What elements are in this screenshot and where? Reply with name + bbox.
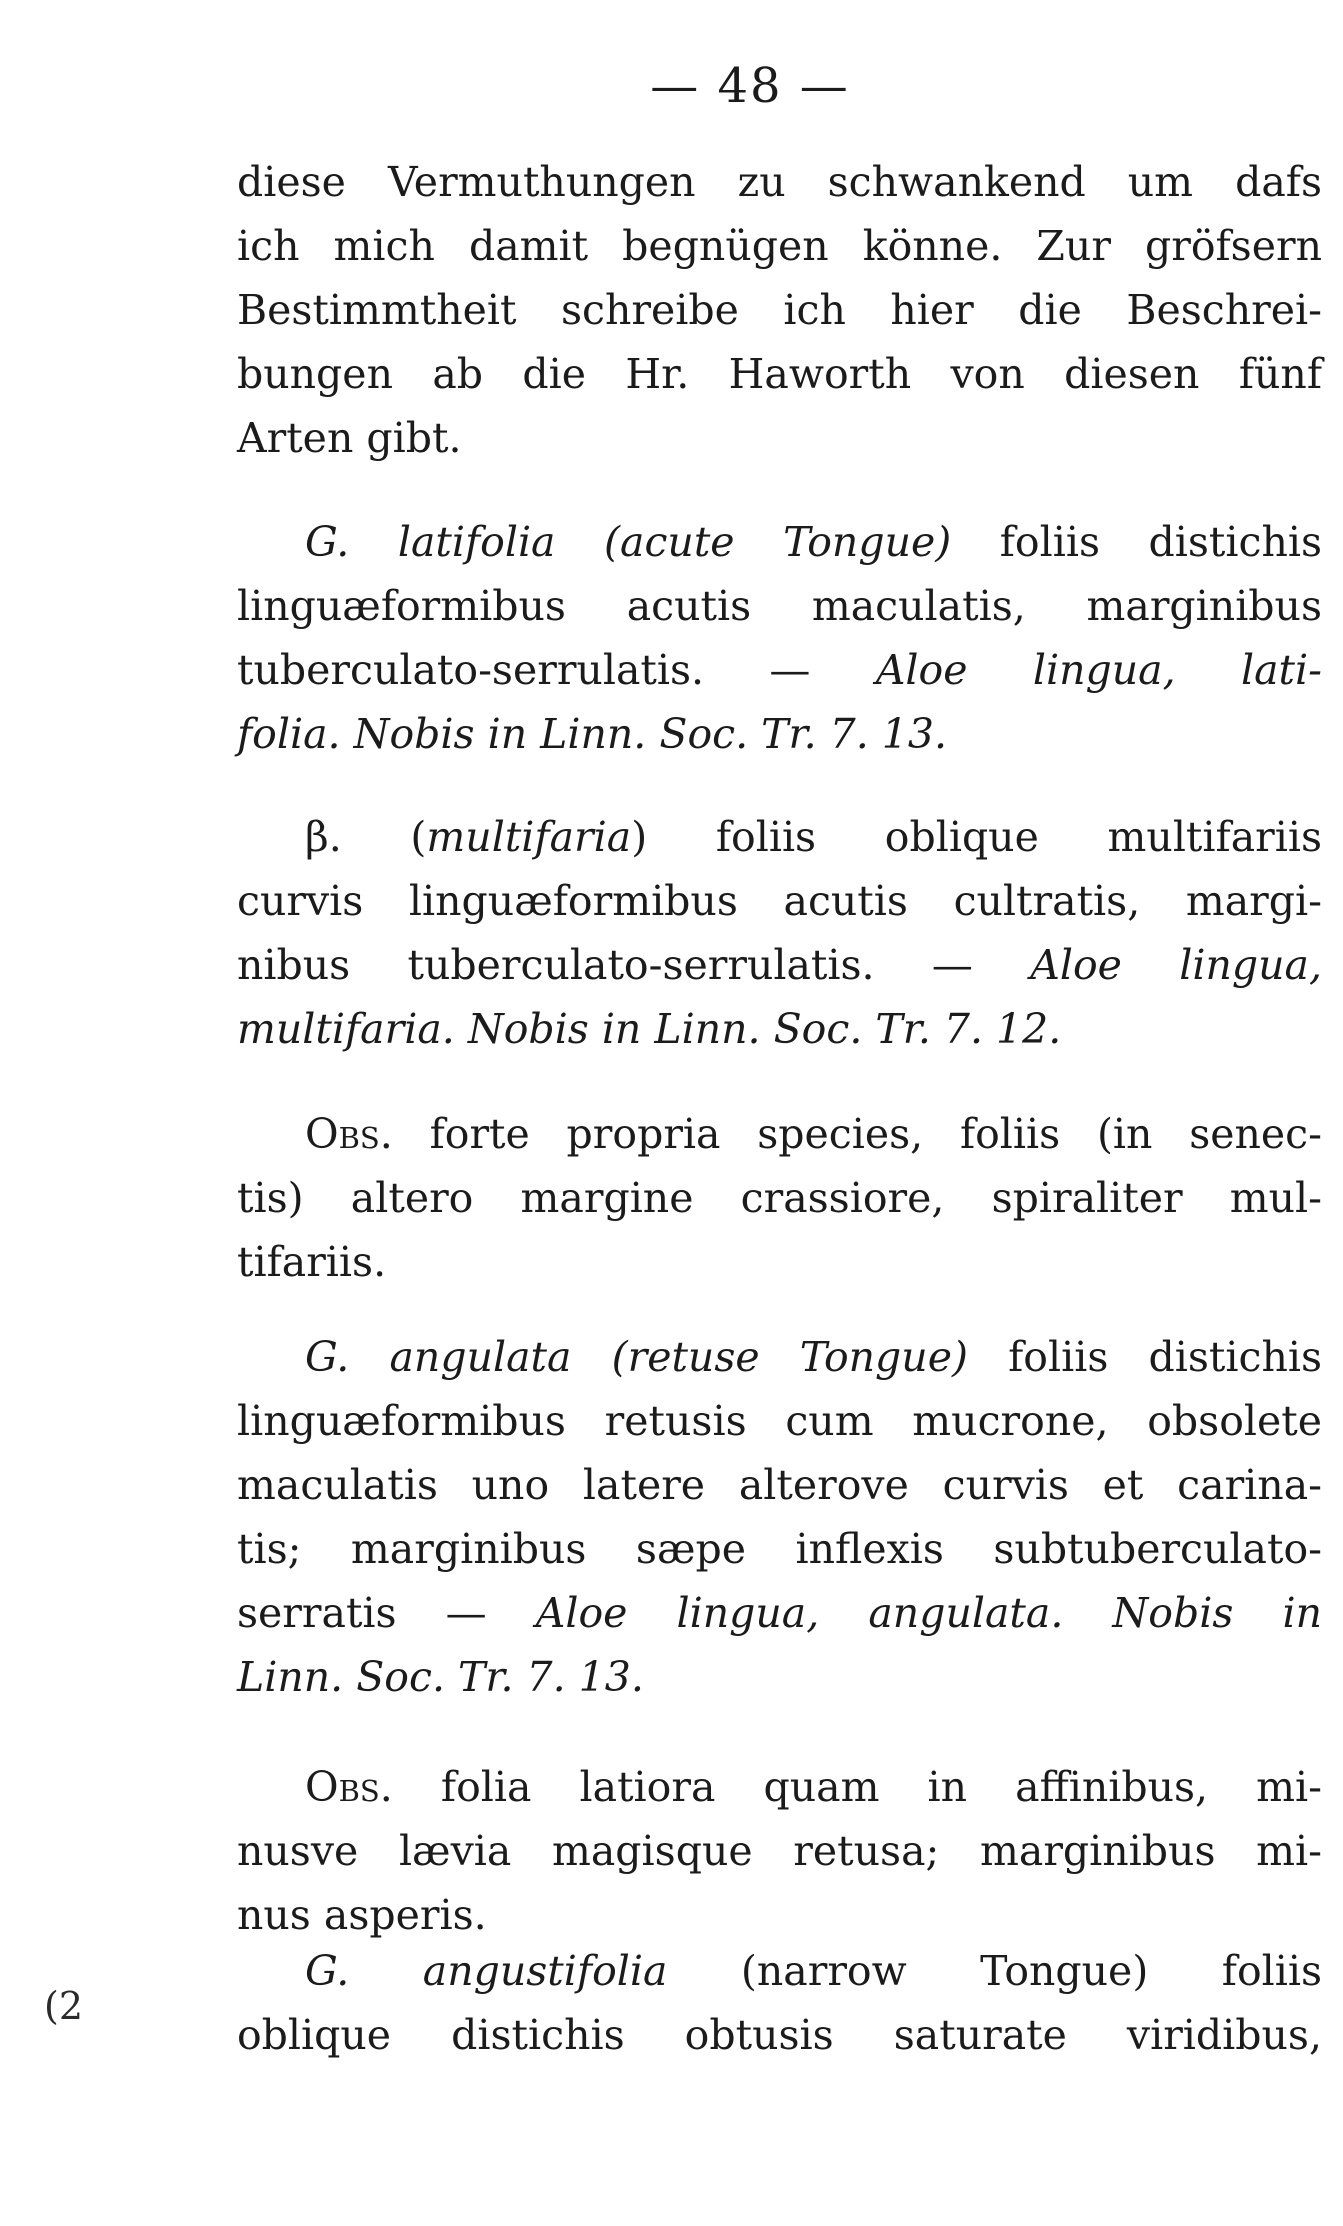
text-line xyxy=(237,510,1322,574)
species-name: G. angustifolia xyxy=(305,1947,668,1995)
text-line: nusve lævia magisque retusa; marginibus mi- xyxy=(237,1827,1322,1875)
variety-name: multifaria xyxy=(426,813,632,861)
description-text: ) foliis oblique multifariis xyxy=(631,813,1323,861)
text-line: Linn. Soc. Tr. 7. 13. xyxy=(237,1653,644,1701)
description-text: tuberculato-serrulatis. — xyxy=(237,646,876,694)
variety-marker: β. ( xyxy=(305,813,427,861)
text-line xyxy=(237,1581,1322,1645)
description-text: foliis distichis xyxy=(967,1333,1323,1381)
text-line: nus asperis. xyxy=(237,1891,487,1939)
obs-text: forte propria species, foliis (in senec- xyxy=(392,1110,1322,1158)
obs-text: folia latiora quam in affinibus, mi- xyxy=(392,1763,1322,1811)
paragraph-intro xyxy=(237,150,1322,470)
paragraph-obs-1 xyxy=(237,1102,1322,1294)
margin-mark: (2 xyxy=(44,1984,84,2028)
text-line xyxy=(237,933,1322,997)
text-line xyxy=(237,1755,1322,1819)
paragraph-obs-2 xyxy=(237,1755,1322,1947)
synonym-text: Aloe lingua, xyxy=(1030,941,1322,989)
text-line: oblique distichis obtusis saturate viridibus, xyxy=(237,2011,1322,2059)
text-line: curvis linguæformibus acutis cultratis, margi- xyxy=(237,877,1322,925)
text-line: Arten gibt. xyxy=(237,414,462,462)
text-line: linguæformibus retusis cum mucrone, obsolete xyxy=(237,1397,1322,1445)
text-line: multifaria. Nobis in Linn. Soc. Tr. 7. 12. xyxy=(237,1005,1062,1053)
synonym-text: Aloe lingua, angulata. Nobis in xyxy=(535,1589,1322,1637)
text-line: ich mich damit begnügen könne. Zur gröfsern xyxy=(237,222,1322,270)
text-line: maculatis uno latere alterove curvis et carina- xyxy=(237,1461,1322,1509)
text-line: bungen ab die Hr. Haworth von diesen fünf xyxy=(237,350,1322,398)
text-line: tifariis. xyxy=(237,1238,387,1286)
text-line xyxy=(237,638,1322,702)
obs-label: Obs. xyxy=(305,1110,393,1158)
text-line: linguæformibus acutis maculatis, marginibus xyxy=(237,582,1322,630)
description-text: serratis — xyxy=(237,1589,536,1637)
text-line xyxy=(237,805,1322,869)
description-text: nibus tuberculato-serrulatis. — xyxy=(237,941,1031,989)
paragraph-multifaria xyxy=(237,805,1322,1061)
text-line xyxy=(237,1325,1322,1389)
page-number: — 48 — xyxy=(650,58,850,114)
text-line: folia. Nobis in Linn. Soc. Tr. 7. 13. xyxy=(237,710,948,758)
text-line xyxy=(237,1102,1322,1166)
text-line: tis) altero margine crassiore, spiraliter mul- xyxy=(237,1174,1322,1222)
text-line xyxy=(237,1939,1322,2003)
obs-label: Obs. xyxy=(305,1763,393,1811)
paragraph-angustifolia xyxy=(237,1939,1322,2067)
synonym-text: Aloe lingua, lati- xyxy=(875,646,1322,694)
text-line: diese Vermuthungen zu schwankend um dafs xyxy=(237,158,1322,206)
species-name: G. latifolia (acute Tongue) xyxy=(305,518,952,566)
description-text: (narrow Tongue) foliis xyxy=(667,1947,1323,1995)
text-line: tis; marginibus sæpe inflexis subtuberculato- xyxy=(237,1525,1322,1573)
species-name: G. angulata (retuse Tongue) xyxy=(305,1333,968,1381)
paragraph-angulata xyxy=(237,1325,1322,1709)
description-text: foliis distichis xyxy=(951,518,1322,566)
paragraph-latifolia xyxy=(237,510,1322,766)
text-line: Bestimmtheit schreibe ich hier die Beschrei- xyxy=(237,286,1322,334)
